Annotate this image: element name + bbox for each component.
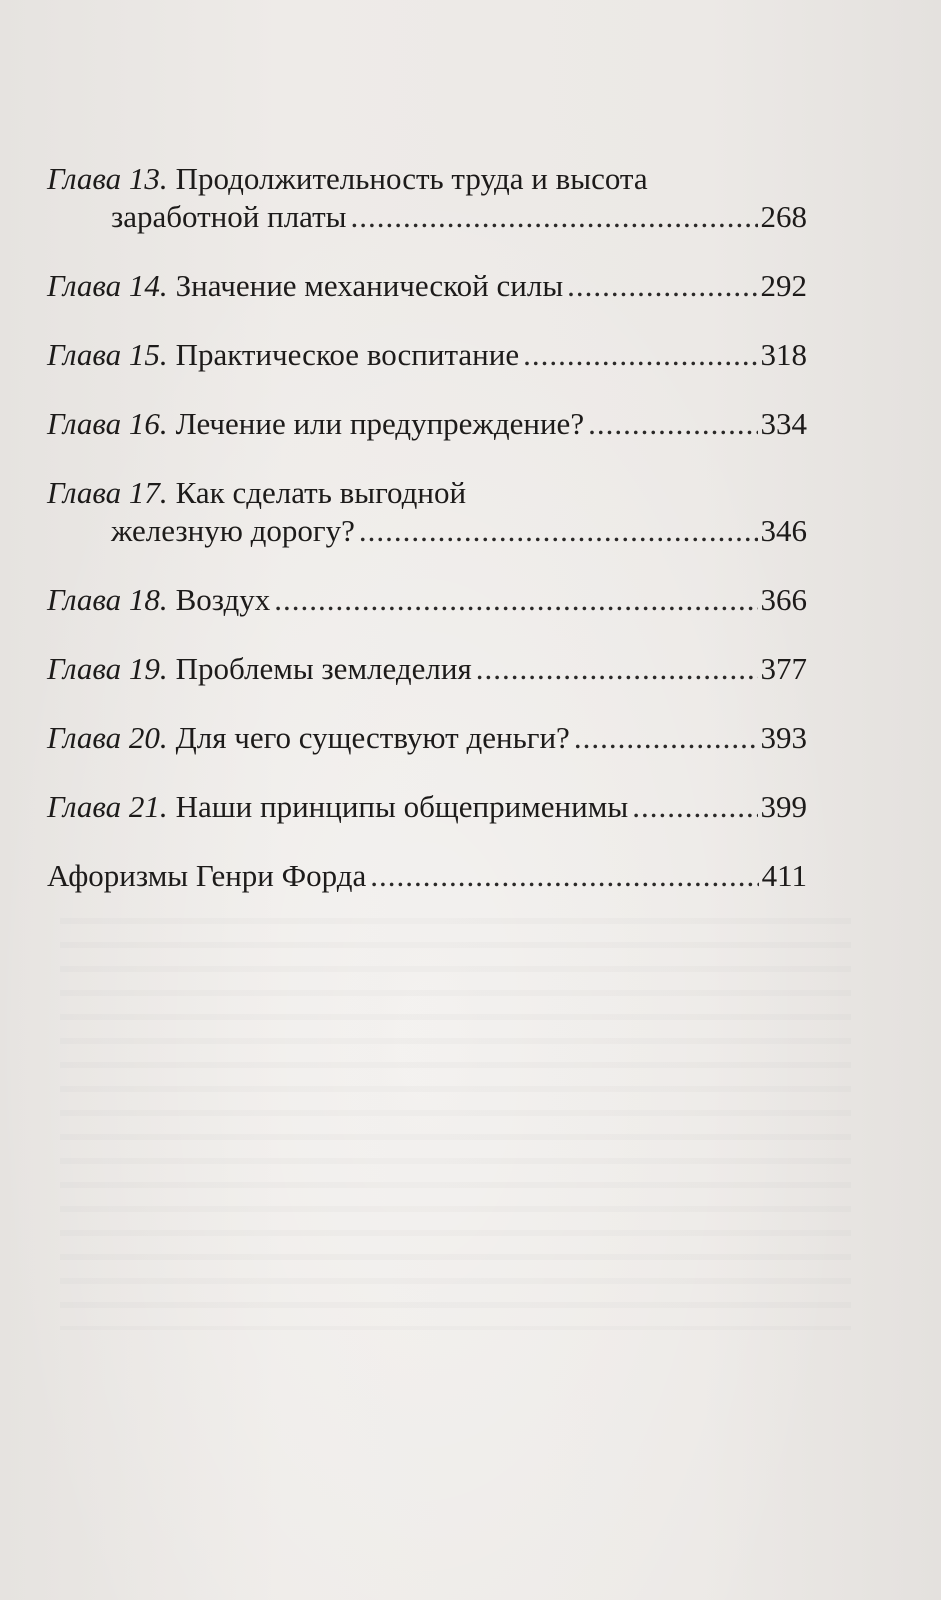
toc-line xyxy=(47,650,807,688)
page-number: 292 xyxy=(760,268,807,303)
chapter-label: Глава 14. xyxy=(47,268,168,303)
dot-leader xyxy=(359,512,758,550)
toc-entry-aphorisms xyxy=(47,857,807,926)
page-number: 268 xyxy=(760,199,807,234)
toc-entry-chapter-17 xyxy=(47,474,807,581)
chapter-label: Глава 19. xyxy=(47,651,168,686)
chapter-label: Глава 21. xyxy=(47,789,168,824)
page-number: 377 xyxy=(760,651,807,686)
page-number: 346 xyxy=(760,513,807,548)
toc-entry-chapter-21 xyxy=(47,788,807,857)
chapter-label: Глава 13. xyxy=(47,161,168,196)
dot-leader xyxy=(476,650,758,688)
chapter-label: Глава 16. xyxy=(47,406,168,441)
table-of-contents xyxy=(47,160,807,926)
toc-entry-chapter-20 xyxy=(47,719,807,788)
chapter-title: Значение механической силы xyxy=(175,268,564,303)
chapter-label: Глава 18. xyxy=(47,582,168,617)
toc-line-continued xyxy=(47,198,807,236)
show-through-texture xyxy=(60,900,851,1330)
chapter-title: Проблемы земледелия xyxy=(175,651,472,686)
toc-entry-chapter-16 xyxy=(47,405,807,474)
toc-entry-chapter-18 xyxy=(47,581,807,650)
dot-leader xyxy=(370,857,758,895)
dot-leader xyxy=(632,788,757,826)
page-number: 366 xyxy=(760,582,807,617)
toc-entry-chapter-14 xyxy=(47,267,807,336)
toc-line xyxy=(47,719,807,757)
chapter-title-continued: заработной платы xyxy=(111,199,347,234)
chapter-title: Практическое воспитание xyxy=(175,337,520,372)
chapter-title: Для чего существуют деньги? xyxy=(175,720,570,755)
chapter-title: Как сделать выгодной xyxy=(175,475,467,510)
toc-line xyxy=(47,160,807,198)
dot-leader xyxy=(567,267,757,305)
chapter-label: Глава 17. xyxy=(47,475,168,510)
chapter-title: Продолжительность труда и высота xyxy=(175,161,648,196)
section-title: Афоризмы Генри Форда xyxy=(47,858,367,893)
toc-line xyxy=(47,267,807,305)
toc-line xyxy=(47,474,807,512)
toc-line xyxy=(47,788,807,826)
page-number: 318 xyxy=(760,337,807,372)
dot-leader xyxy=(351,198,758,236)
toc-line xyxy=(47,405,807,443)
dot-leader xyxy=(523,336,757,374)
toc-line xyxy=(47,581,807,619)
page-number: 399 xyxy=(760,789,807,824)
toc-entry-chapter-13 xyxy=(47,160,807,267)
page-number: 393 xyxy=(760,720,807,755)
dot-leader xyxy=(588,405,757,443)
toc-line-continued xyxy=(47,512,807,550)
toc-entry-chapter-15 xyxy=(47,336,807,405)
page-number: 411 xyxy=(761,858,807,893)
chapter-title: Воздух xyxy=(175,582,271,617)
toc-line xyxy=(47,336,807,374)
chapter-label: Глава 15. xyxy=(47,337,168,372)
dot-leader xyxy=(274,581,757,619)
chapter-title-continued: железную дорогу? xyxy=(111,513,355,548)
toc-entry-chapter-19 xyxy=(47,650,807,719)
chapter-title: Лечение или предупреждение? xyxy=(175,406,585,441)
page-number: 334 xyxy=(760,406,807,441)
dot-leader xyxy=(574,719,758,757)
chapter-title: Наши принципы общеприменимы xyxy=(175,789,629,824)
chapter-label: Глава 20. xyxy=(47,720,168,755)
toc-line xyxy=(47,857,807,895)
